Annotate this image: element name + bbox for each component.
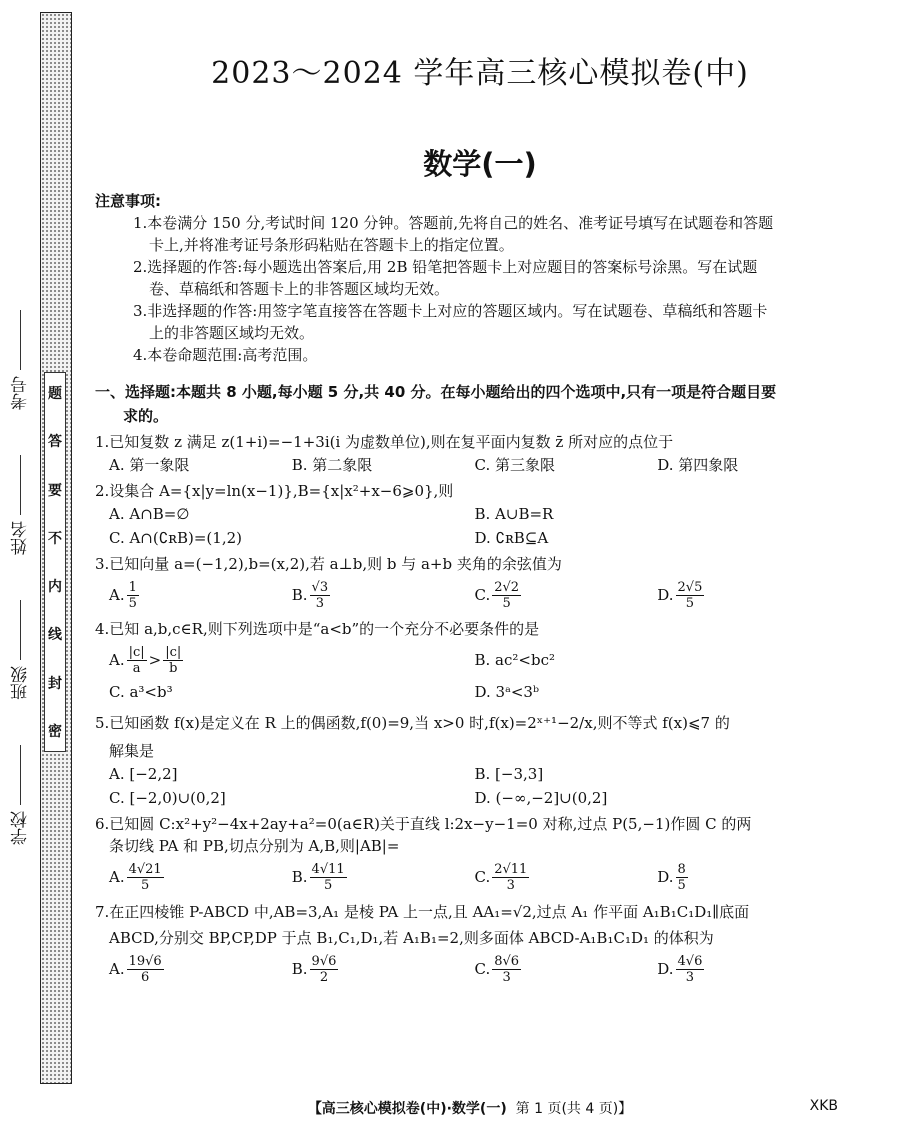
option-b: B. $\frac{4√11}{5}$: [291, 861, 345, 893]
option-c: C. A∩(∁ʀB)=(1,2): [109, 529, 242, 547]
notice-item: [133, 212, 840, 256]
seal-char: 题: [48, 386, 62, 402]
seal-char: 封: [48, 675, 62, 692]
page-number: 第 1 页(共 4 页)】: [515, 1101, 633, 1117]
question-stem: 7.在正四棱锥 P-ABCD 中,AB=3,A₁ 是棱 PA 上一点,且 AA₁=√2,过点 A₁ 作平面 A₁B₁C₁D₁∥底面: [95, 903, 750, 921]
option-c: C. [−2,0)∪(0,2]: [109, 789, 226, 807]
option-a: A. $\frac{1}{5}$: [109, 579, 137, 611]
notice-line: 4.本卷命题范围:高考范围。: [133, 346, 318, 364]
options: [95, 949, 840, 989]
seal-char: 不: [48, 530, 62, 547]
notice-line: 1.本卷满分 150 分,考试时间 120 分钟。答题前,先将自己的姓名、准考证号填写在试题卷和答题: [133, 214, 774, 232]
section-heading: [95, 380, 840, 428]
subject-title: 数学(一): [423, 147, 537, 181]
option-c: C. $\frac{2√2}{5}$: [474, 579, 520, 611]
exam-number-label: 考号: [10, 376, 31, 410]
option-a: A. $\frac{|c|}{a}$ > $\frac{|c|}{b}$: [109, 644, 182, 676]
options: [95, 502, 840, 550]
options: [95, 640, 840, 704]
option-b: B. [−3,3]: [474, 765, 544, 783]
option-d: D. ∁ʀB⊆A: [474, 529, 549, 547]
exam-number-field: [8, 310, 32, 416]
seal-warning-box: [44, 372, 66, 752]
option-c: C. a³<b³: [109, 683, 173, 701]
option-c: C. $\frac{8√6}{3}$: [474, 953, 520, 985]
exam-title: 2023～2024 学年高三核心模拟卷(中): [211, 56, 749, 91]
exam-content: [95, 190, 840, 989]
notice-heading: 注意事项:: [95, 192, 161, 210]
option-c: C. $\frac{2√11}{3}$: [474, 861, 528, 893]
seal-char: 答: [48, 434, 62, 451]
name-label: 姓名: [10, 521, 31, 555]
question-stem: ABCD,分别交 BP,CP,DP 于点 B₁,C₁,D₁,若 A₁B₁=2,则多面体 ABCD-A₁B₁C₁D₁ 的体积为: [109, 929, 714, 947]
paper-code: XKB: [809, 1098, 838, 1114]
option-c: C. 第三象限: [474, 456, 555, 474]
notice-line: 2.选择题的作答:每小题选出答案后,用 2B 铅笔把答题卡上对应题目的答案标号涂黑。写在试题: [133, 258, 758, 276]
notice-item: [133, 344, 840, 366]
option-d: D. $\frac{4√6}{3}$: [657, 953, 703, 985]
option-d: D. $\frac{2√5}{5}$: [657, 579, 703, 611]
section-heading-line: 求的。: [123, 407, 169, 425]
option-b: B. A∪B=R: [474, 505, 554, 523]
question-stem: 条切线 PA 和 PB,切点分别为 A,B,则|AB|=: [109, 837, 400, 855]
seal-char: 内: [48, 579, 62, 596]
notice-line: 上的非答题区域均无效。: [149, 324, 315, 342]
option-a: A. $\frac{4√21}{5}$: [109, 861, 162, 893]
question-stem: 6.已知圆 C:x²+y²−4x+2ay+a²=0(a∈R)关于直线 l:2x−y−1=0 对称,过点 P(5,−1)作圆 C 的两: [95, 815, 752, 833]
question-4: [95, 618, 840, 704]
seal-char: 线: [48, 627, 62, 644]
question-7: [95, 901, 840, 989]
question-5: [95, 712, 840, 810]
question-6: [95, 813, 840, 897]
option-d: D. $\frac{8}{5}$: [657, 861, 686, 893]
question-3: [95, 553, 840, 615]
school-label: 学校: [10, 811, 31, 845]
options: [95, 762, 840, 810]
question-stem: 3.已知向量 a=(−1,2),b=(x,2),若 a⊥b,则 b 与 a+b 夹角的余弦值为: [95, 555, 562, 573]
school-field: [8, 745, 32, 851]
question-stem: 5.已知函数 f(x)是定义在 R 上的偶函数,f(0)=9,当 x>0 时,f(x)=2ˣ⁺¹−2/x,则不等式 f(x)⩽7 的: [95, 714, 730, 732]
name-field: [8, 455, 32, 561]
class-field: [8, 600, 32, 706]
question-stem: 4.已知 a,b,c∈R,则下列选项中是“a<b”的一个充分不必要条件的是: [95, 620, 540, 638]
seal-char: 密: [48, 723, 62, 740]
option-b: B. $\frac{√3}{3}$: [291, 579, 329, 611]
option-a: A. 第一象限: [109, 456, 190, 474]
footer-title: 【高三核心模拟卷(中)·数学(一): [307, 1101, 507, 1117]
section-heading-line: 一、选择题:本题共 8 小题,每小题 5 分,共 40 分。在每小题给出的四个选项中,只有一项是符合题目要: [95, 383, 777, 401]
options: [95, 453, 840, 477]
notice-item: [133, 300, 840, 344]
page-footer: [0, 1098, 900, 1118]
question-stem: 解集是: [109, 742, 155, 760]
option-d: D. 3ᵃ<3ᵇ: [474, 683, 539, 701]
notice-item: [133, 256, 840, 300]
option-a: A. A∩B=∅: [109, 505, 190, 523]
question-2: [95, 480, 840, 550]
option-d: D. 第四象限: [657, 456, 739, 474]
notice-line: 卷、草稿纸和答题卡上的非答题区域均无效。: [149, 280, 450, 298]
question-1: [95, 431, 840, 477]
option-b: B. ac²<bc²: [474, 651, 556, 669]
notice-line: 3.非选择题的作答:用签字笔直接答在答题卡上对应的答题区域内。写在试题卷、草稿纸和答题卡: [133, 302, 768, 320]
seal-char: 要: [48, 482, 62, 499]
notice-line: 卡上,并将准考证号条形码粘贴在答题卡上的指定位置。: [149, 236, 514, 254]
option-b: B. $\frac{9√6}{2}$: [291, 953, 337, 985]
question-stem: 1.已知复数 z 满足 z(1+i)=−1+3i(i 为虚数单位),则在复平面内复数 z̄ 所对应的点位于: [95, 433, 674, 451]
question-stem: 2.设集合 A={x|y=ln(x−1)},B={x|x²+x−6⩾0},则: [95, 482, 454, 500]
option-d: D. (−∞,−2]∪(0,2]: [474, 789, 608, 807]
option-a: A. $\frac{19√6}{6}$: [109, 953, 162, 985]
options: [95, 575, 840, 615]
class-label: 班级: [10, 666, 31, 700]
option-a: A. [−2,2]: [109, 765, 178, 783]
options: [95, 857, 840, 897]
option-b: B. 第二象限: [291, 456, 373, 474]
